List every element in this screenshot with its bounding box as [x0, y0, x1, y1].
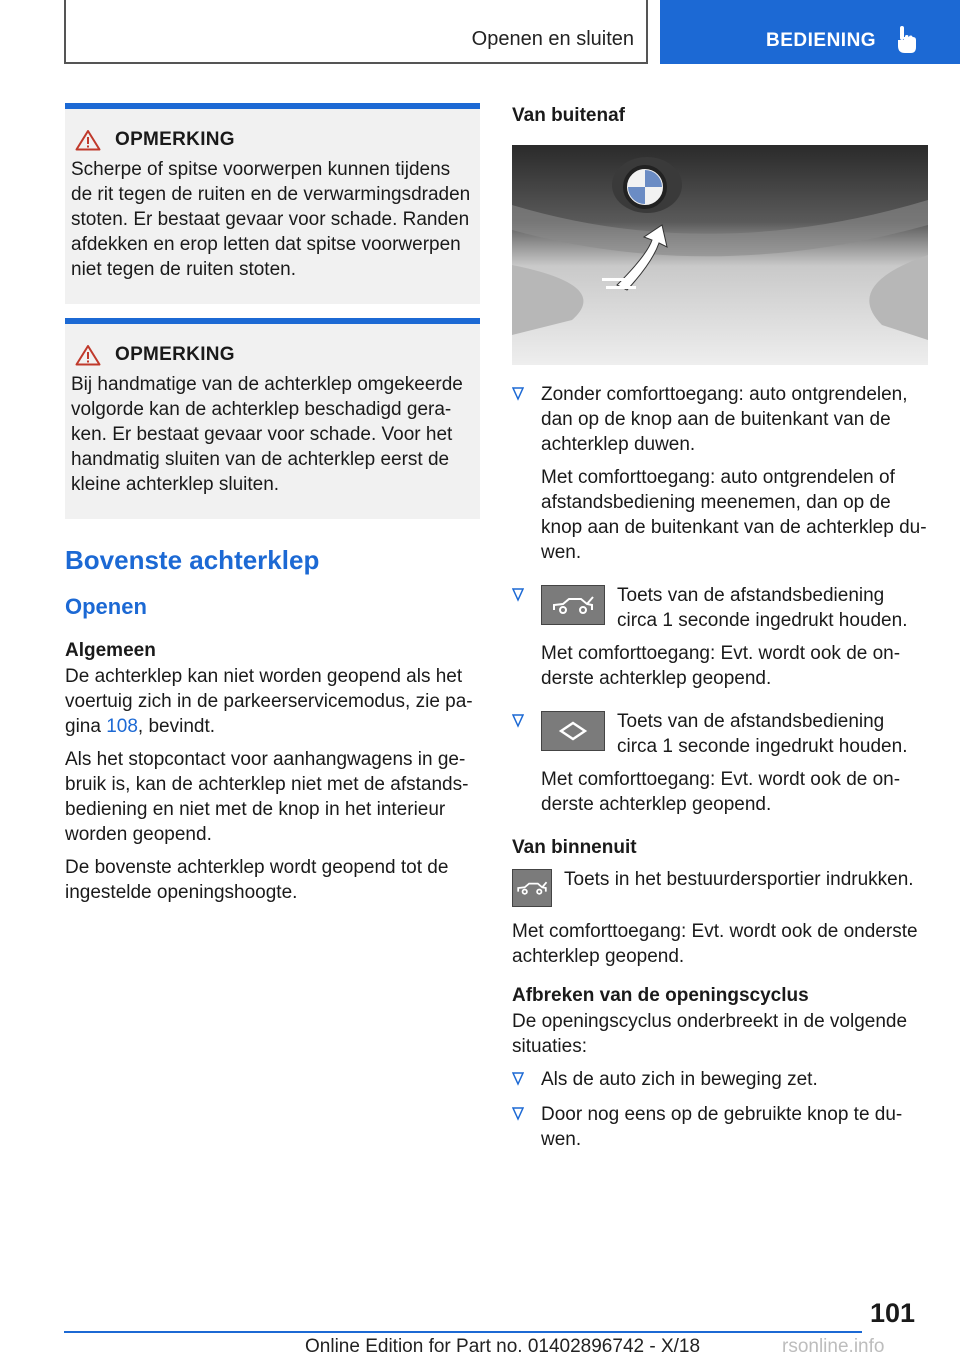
list-item-text: Als de auto zich in beweging zet. — [541, 1069, 818, 1090]
bullet-triangle-icon — [512, 588, 524, 602]
paragraph: De bovenste achterklep wordt geopend tot de ingestelde openingshoogte. — [65, 857, 449, 903]
key-tile — [512, 869, 552, 907]
bullet-triangle-icon — [512, 714, 524, 728]
list-item — [512, 382, 928, 573]
list-item-text: Toets van de afstandsbediening circa 1 seconde ingedrukt houden. — [617, 711, 908, 757]
bullet-marker — [512, 382, 541, 401]
bullet-triangle-icon — [512, 1072, 524, 1086]
subsection-heading: Openen — [65, 594, 147, 619]
car-tailgate-key-icon — [516, 879, 548, 897]
bullet-list — [512, 1067, 928, 1152]
list-item — [512, 1102, 928, 1152]
footer-divider — [64, 1331, 862, 1333]
paragraph-text: , bevindt. — [137, 716, 216, 737]
list-item-subtext: Met comforttoegang: Evt. wordt ook de on-derste achterklep geopend. — [541, 769, 901, 815]
notice-title-text: OPMERKING — [115, 129, 235, 150]
warning-triangle-icon — [75, 129, 101, 151]
notice-box — [65, 103, 480, 304]
key-row — [541, 709, 928, 759]
list-item-subtext: Met comforttoegang: Evt. wordt ook de on-derste achterklep geopend. — [541, 643, 901, 689]
list-item-content — [541, 382, 928, 573]
general-title: Algemeen — [65, 640, 156, 661]
list-item — [512, 583, 928, 699]
key-row — [541, 583, 928, 633]
footer-edition: Online Edition for Part no. 01402896742 - X/18 — [305, 1336, 701, 1357]
left-column — [65, 103, 480, 913]
paragraph: Met comforttoegang: Evt. wordt ook de onderste achterklep geopend. — [512, 921, 918, 967]
list-item — [512, 709, 928, 825]
notice-text: Bij handmatige van de achterklep omgekeerde volgorde kan de achterklep beschadigd gera-ken. Er bestaat gevaar voor schade. Voor het handmatig sluiten van de achterklep eerst de kleine achterklep sluiten. — [71, 374, 463, 495]
diamond-key-icon — [558, 721, 588, 741]
paragraph: De openingscyclus onderbreekt in de volgende situaties: — [512, 1011, 908, 1057]
paragraph: Als het stopcontact voor aanhangwagens in ge-bruik is, kan de achterklep niet met de afstands-bediening en niet met de knop in het interieur worden geopend. — [65, 749, 469, 845]
page-number: 101 — [870, 1298, 916, 1328]
hand-pointer-icon — [896, 26, 918, 54]
warning-triangle-icon — [75, 344, 101, 366]
outside-title: Van buitenaf — [512, 105, 625, 126]
notice-title — [75, 129, 474, 151]
page-link[interactable]: 108 — [106, 716, 138, 737]
abort-title: Afbreken van de openingscyclus — [512, 985, 809, 1006]
tailgate-button-illustration — [512, 145, 928, 365]
list-item-text: Zonder comforttoegang: auto ontgrendelen, dan op de knop aan de buitenkant van de achterklep duwen. — [541, 384, 908, 455]
list-item-text: Door nog eens op de gebruikte knop te du-wen. — [541, 1104, 903, 1150]
car-tailgate-key-icon — [551, 594, 595, 616]
section-heading: Bovenste achterklep — [65, 545, 320, 575]
inside-text: Toets in het bestuurdersportier indrukken. — [564, 869, 914, 890]
header-chapter-title: BEDIENING — [766, 30, 877, 51]
right-column — [512, 103, 928, 1162]
header-section-title: Openen en sluiten — [471, 28, 634, 50]
header-chapter-tab[interactable] — [660, 0, 960, 64]
notice-box — [65, 318, 480, 519]
list-item-text: Toets van de afstandsbediening circa 1 seconde ingedrukt houden. — [617, 585, 908, 631]
bullet-triangle-icon — [512, 1107, 524, 1121]
bullet-marker — [512, 1067, 541, 1086]
paragraph-text: De achterklep kan niet worden geopend als het voertuig zich in de parkeerservicemodus, zie pa-gina — [65, 666, 473, 737]
inside-key-row — [512, 867, 928, 907]
notice-title-text: OPMERKING — [115, 344, 235, 365]
bullet-list — [512, 382, 928, 825]
list-item-content — [541, 583, 928, 699]
bullet-marker — [512, 709, 541, 728]
bullet-marker — [512, 1102, 541, 1121]
paragraph — [65, 664, 480, 739]
list-item-subtext: Met comforttoegang: auto ontgrendelen of afstandsbediening meenemen, dan op de knop aan de buitenkant van de achterklep du-wen. — [541, 467, 927, 563]
notice-text: Scherpe of spitse voorwerpen kunnen tijdens de rit tegen de ruiten en de verwarmingsdraden stoten. Er bestaat gevaar voor schade. Randen afdekken en erop letten dat spitse voorwerpen niet tegen de ruiten stoten. — [71, 159, 471, 280]
list-item-content — [541, 709, 928, 825]
inside-title: Van binnenuit — [512, 837, 637, 858]
key-tile — [541, 585, 605, 625]
notice-title — [75, 344, 474, 366]
bullet-marker — [512, 583, 541, 602]
list-item — [512, 1067, 928, 1092]
key-tile — [541, 711, 605, 751]
header-section-box — [64, 0, 648, 64]
footer-watermark: rsonline.info — [782, 1336, 885, 1357]
bullet-triangle-icon — [512, 387, 524, 401]
